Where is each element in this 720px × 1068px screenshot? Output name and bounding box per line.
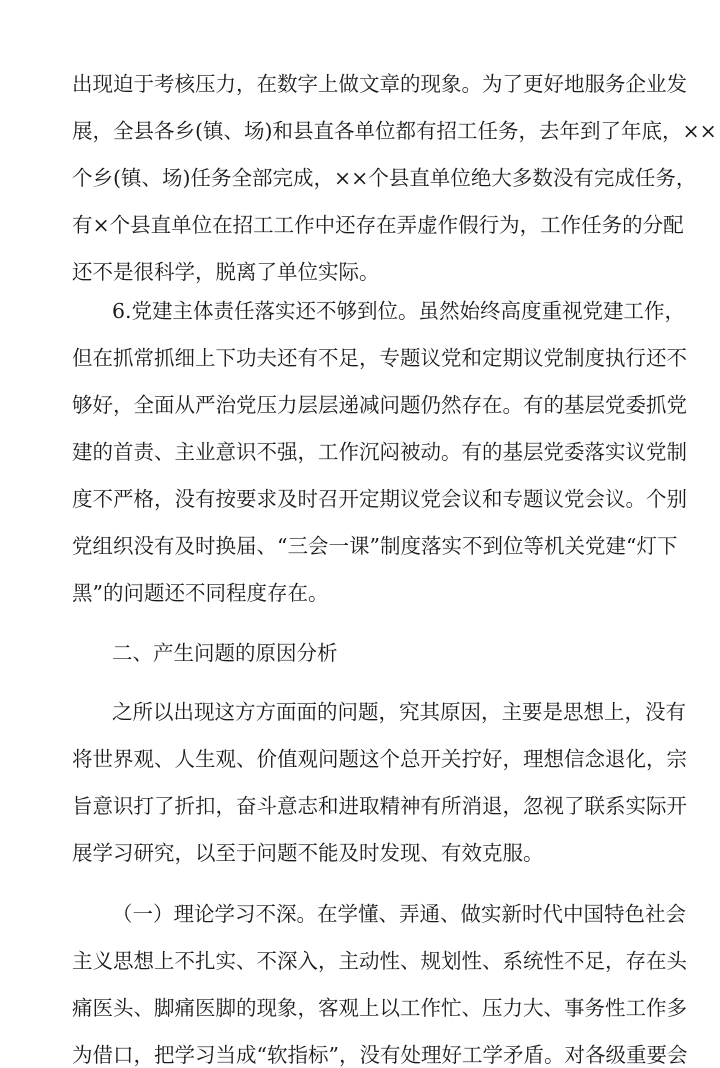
text-line: 将世界观、人生观、价值观问题这个总开关拧好，理想信念退化，宗 <box>72 747 687 771</box>
text-line: 黑”的问题还不同程度存在。 <box>72 581 329 605</box>
text-line: 还不是很科学，脱离了单位实际。 <box>72 260 380 284</box>
text-line: 旨意识打了折扣，奋斗意志和进取精神有所消退，忽视了联系实际开 <box>72 794 687 818</box>
paragraph-heading-line: 6.党建主体责任落实还不够到位。虽然始终高度重视党建工作， <box>112 299 686 323</box>
text-line: 展学习研究，以至于问题不能及时发现、有效克服。 <box>72 841 544 865</box>
text-line: 主义思想上不扎实、不深入，主动性、规划性、系统性不足，存在头 <box>72 949 687 973</box>
text-line: 之所以出现这方方面面的问题，究其原因，主要是思想上，没有 <box>112 700 686 724</box>
section-heading: 二、产生问题的原因分析 <box>112 641 338 665</box>
paragraph-heading-line: （一）理论学习不深。在学懂、弄通、做实新时代中国特色社会 <box>112 902 686 926</box>
text-line: 建的首责、主业意识不强，工作沉闷被动。有的基层党委落实议党制 <box>72 440 687 464</box>
text-line: 有×个县直单位在招工工作中还存在弄虚作假行为，工作任务的分配 <box>72 213 684 237</box>
text-line: 但在抓常抓细上下功夫还有不足，专题议党和定期议党制度执行还不 <box>72 346 687 370</box>
text-line: 党组织没有及时换届、“三会一课”制度落实不到位等机关党建“灯下 <box>72 534 678 558</box>
text-line: 度不严格，没有按要求及时召开定期议党会议和专题议党会议。个别 <box>72 487 687 511</box>
text-line: 够好，全面从严治党压力层层递减问题仍然存在。有的基层党委抓党 <box>72 393 687 417</box>
text-line: 出现迫于考核压力，在数字上做文章的现象。为了更好地服务企业发 <box>72 72 687 96</box>
text-line: 为借口，把学习当成“软指标”，没有处理好工学矛盾。对各级重要会 <box>72 1043 688 1067</box>
text-line: 展，全县各乡(镇、场)和县直各单位都有招工任务，去年到了年底，×× <box>72 119 717 143</box>
text-line: 个乡(镇、场)任务全部完成，××个县直单位绝大多数没有完成任务， <box>72 166 697 190</box>
text-line: 痛医头、脚痛医脚的现象，客观上以工作忙、压力大、事务性工作多 <box>72 996 687 1020</box>
